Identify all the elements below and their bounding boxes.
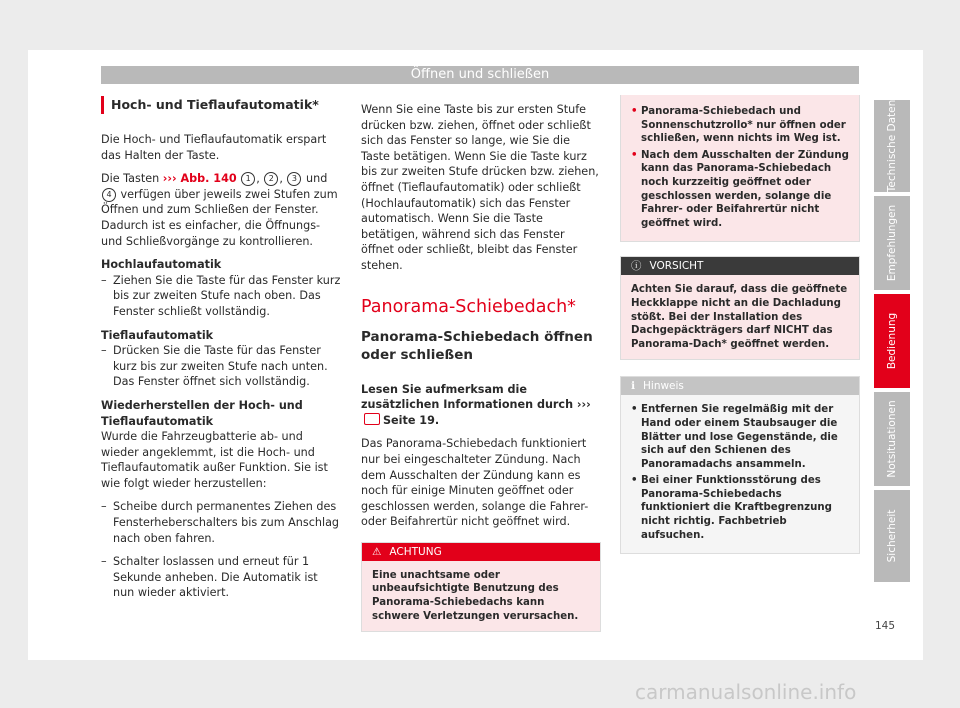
key-1-badge: 1 [241, 172, 255, 186]
list-item-text: Ziehen Sie die Taste für das Fenster kurz bis zur zweiten Stufe nach oben. Das Fenster schließt vollständig. [113, 273, 341, 318]
list-item-text: Drücken Sie die Taste für das Fenster kurz bis zur zweiten Stufe nach unten. Das Fenster öffnet sich vollständig. [113, 344, 328, 389]
separator: , [279, 172, 287, 186]
section-title: Hoch- und Tieflaufautomatik* [101, 96, 341, 114]
list-item [631, 403, 849, 471]
tab-label: Notsituationen [886, 400, 898, 478]
warning-triangle-icon: ⚠ [372, 545, 382, 558]
dash-marker: – [101, 273, 107, 287]
caution-label: VORSICHT [649, 260, 704, 273]
dash-marker: – [101, 500, 107, 514]
tab-sicherheit[interactable] [874, 490, 910, 582]
column-middle [361, 102, 601, 646]
dash-marker: – [101, 555, 107, 569]
list-item-text: Schalter loslassen und erneut für 1 Sekunde anheben. Die Automatik ist nun wieder aktiviert. [113, 555, 318, 600]
read-note [361, 382, 601, 429]
separator: und [302, 172, 328, 186]
tab-label: Sicherheit [886, 509, 898, 563]
caution-box [620, 256, 860, 360]
list-item [101, 499, 341, 546]
list-item [101, 554, 341, 601]
list-item-text: Scheibe durch permanentes Ziehen des Fensterheberschalters bis zum Anschlag nach oben fahren. [113, 500, 340, 545]
wieder-text: Wurde die Fahrzeugbatterie ab- und wieder angeklemmt, ist die Hoch- und Tieflaufautomatik außer Funktion. Sie ist wie folgt wieder herzustellen: [101, 430, 328, 490]
tief-title: Tieflaufautomatik [101, 328, 214, 342]
list-item [101, 273, 341, 320]
tab-technische-daten[interactable] [874, 100, 910, 192]
page-link[interactable]: Seite 19. [383, 413, 440, 427]
list-item [101, 343, 341, 390]
note-body [621, 395, 859, 553]
key-4-badge: 4 [102, 188, 116, 202]
warning-text: Eine unachtsame oder unbeaufsichtigte Benutzung des Panorama-Schiebedachs kann schwere Verletzungen verursachen. [362, 561, 600, 631]
read-note-text: Lesen Sie aufmerksam die zusätzlichen Informationen durch ››› [361, 382, 591, 412]
watermark: carmanualsonline.info [635, 680, 857, 704]
tab-notsituationen[interactable] [874, 392, 910, 486]
caution-text: Achten Sie darauf, dass die geöffnete Heckklappe nicht an die Dachladung stößt. Bei der Installation des Dachgepäckträgers darf NICHT das Panorama-Dach* geöffnet werden. [621, 275, 859, 359]
tab-label: Empfehlungen [886, 204, 898, 282]
separator: , [256, 172, 264, 186]
note-label: Hinweis [643, 380, 684, 393]
wieder-title: Wiederherstellen der Hoch- und Tieflaufautomatik [101, 398, 303, 428]
list-item [631, 149, 849, 231]
list-item [631, 474, 849, 542]
caution-header [621, 257, 859, 275]
warning-continued-body [621, 95, 859, 241]
column-left [101, 96, 341, 609]
bullet-marker: • [631, 106, 638, 117]
warning-label: ACHTUNG [389, 545, 442, 558]
caution-icon: ⓘ [631, 260, 642, 273]
tab-bedienung[interactable] [874, 294, 910, 388]
window-paragraph: Wenn Sie eine Taste bis zur ersten Stufe drücken bzw. ziehen, öffnet oder schließt sich das Fenster so lange, wie Sie die Taste betätigen. Wenn Sie die Taste kurz bis zur zweiten Stufe drücken bzw. ziehen, öffnet (Tieflaufautomatik) oder schließt (Hochlaufautomatik) sich das Fenster automatisch. Wenn Sie die Taste betätigen, während sich das Fenster öffnet oder schließt, bleibt das Fenster stehen. [361, 103, 599, 272]
tab-label: Technische Daten [886, 99, 898, 193]
list-item-text: Bei einer Funktionsstörung des Panorama-Schiebedachs funktioniert die Kraftbegrenzung nicht richtig. Fachbetrieb aufsuchen. [641, 475, 832, 541]
hoch-title: Hochlaufautomatik [101, 258, 222, 272]
column-right [620, 95, 860, 568]
keys-pre: Die Tasten [101, 172, 163, 186]
subsection-title: Panorama-Schiebedach öffnen oder schließen [361, 328, 593, 363]
note-box [620, 376, 860, 554]
page-number: 145 [875, 620, 896, 632]
intro-text: Die Hoch- und Tieflaufautomatik erspart das Halten der Taste. [101, 133, 327, 162]
page-header: Öffnen und schließen [101, 66, 859, 84]
list-item-text: Nach dem Ausschalten der Zündung kann das Panorama-Schiebedach noch kurzzeitig geöffnet oder geschlossen werden, solange die Fahrer- oder Beifahrertür nicht geöffnet wird. [641, 149, 849, 229]
info-icon: ℹ [631, 380, 635, 393]
bullet-marker: • [631, 404, 638, 416]
sunroof-paragraph: Das Panorama-Schiebedach funktioniert nur bei eingeschalteter Zündung. Nach dem Ausschalten der Zündung kann es noch für einige Minuten geöffnet oder geschlossen werden, solange die Fahrer- oder Beifahrertür nicht geöffnet wird. [361, 437, 589, 529]
chapter-title: Panorama-Schiebedach* [361, 296, 576, 317]
key-3-badge: 3 [287, 172, 301, 186]
keys-paragraph [101, 171, 341, 249]
note-header [621, 377, 859, 395]
dash-marker: – [101, 344, 107, 358]
figure-link[interactable]: ››› Abb. 140 [162, 172, 237, 186]
bullet-marker: • [631, 149, 638, 161]
warning-header [362, 543, 600, 561]
list-item [631, 105, 849, 146]
tab-label: Bedienung [886, 312, 898, 370]
bullet-marker: • [631, 475, 638, 487]
warning-box [361, 542, 601, 632]
list-item-text: Entfernen Sie regelmäßig mit der Hand oder einem Staubsauger die Blätter und lose Gegenstände, die sich auf den Schienen des Panoramadachs ansammeln. [641, 404, 838, 470]
keys-post: verfügen über jeweils zwei Stufen zum Öffnen und zum Schließen der Fenster. Dadurch ist es einfacher, die Öffnungs- und Schließvorgänge zu kontrollieren. [101, 187, 338, 248]
key-2-badge: 2 [264, 172, 278, 186]
book-icon [364, 413, 380, 425]
list-item-text: Panorama-Schiebedach und Sonnenschutzrollo* nur öffnen oder schließen, wenn nichts im Weg ist. [641, 106, 846, 145]
warning-continued-box [620, 95, 860, 242]
tab-empfehlungen[interactable] [874, 196, 910, 290]
